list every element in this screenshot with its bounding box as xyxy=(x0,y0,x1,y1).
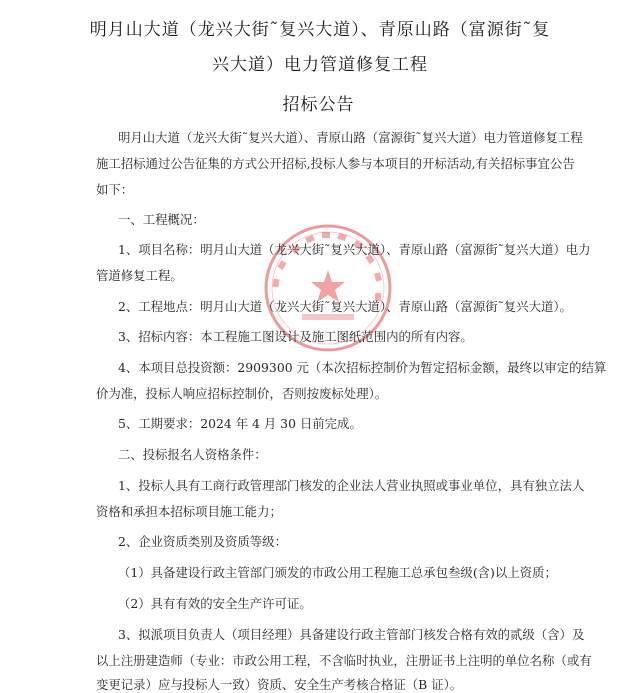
paragraph-line: 以上注册建造师（专业：市政公用工程，不含临时执业，注册证书上注明的单位名称（或有 xyxy=(96,653,592,668)
paragraph-line: 4、本项目总投资额：2909300 元（本次招标控制价为暂定招标金额，最终以审定的结算 xyxy=(118,360,607,375)
document-title-line-1: 明月山大道（龙兴大街˜复兴大道）、青原山路（富源街˜复 xyxy=(89,20,551,40)
paragraph-line: 1、项目名称：明月山大道（龙兴大街˜复兴大道）、青原山路（富源街˜复兴大道）电力 xyxy=(118,242,591,257)
paragraph-line: （2）具有有效的安全生产许可证。 xyxy=(118,596,312,611)
paragraph-line: 价为准，投标人响应招标控制价，否则按废标处理）。 xyxy=(96,386,388,401)
section-heading: 二、投标报名人资格条件： xyxy=(118,447,267,462)
paragraph-line: 管道修复工程。 xyxy=(96,268,183,283)
paragraph-line: （1）具备建设行政主管部门颁发的市政公用工程施工总承包叁级(含)以上资质； xyxy=(118,565,557,580)
paragraph-line: 如下： xyxy=(96,182,134,197)
paragraph-line: 施工招标通过公告征集的方式公开招标,投标人参与本项目的开标活动,有关招标事宜公告 xyxy=(96,156,575,171)
document-subtitle: 招标公告 xyxy=(282,95,355,115)
paragraph-line: 2、企业资质类别及资质等级： xyxy=(118,534,287,549)
paragraph-line: 明月山大道（龙兴大街˜复兴大道）、青原山路（富源街˜复兴大道）电力管道修复工程 xyxy=(118,130,583,145)
paragraph-line: 变更记录）应与投标人一致）资质、安全生产考核合格证（B 证）。 xyxy=(96,677,463,692)
paragraph-line: 2、工程地点：明月山大道（龙兴大街˜复兴大道）、青原山路（富源街˜复兴大道）。 xyxy=(118,299,572,314)
section-heading: 一、工程概况： xyxy=(118,212,205,227)
paragraph-line: 3、招标内容：本工程施工图设计及施工图纸范围内的所有内容。 xyxy=(118,329,473,344)
paragraph-line: 1、投标人具有工商行政管理部门核发的企业法人营业执照或事业单位，具有独立法人 xyxy=(118,478,585,493)
paragraph-line: 资格和承担本招标项目施工能力； xyxy=(96,504,282,519)
document-title-line-2: 兴大道）电力管道修复工程 xyxy=(212,55,428,75)
paragraph-line: 3、拟派项目负责人（项目经理）具备建设行政主管部门核发合格有效的贰级（含）及 xyxy=(118,627,585,642)
paragraph-line: 5、工期要求：2024 年 4 月 30 日前完成。 xyxy=(118,416,362,431)
